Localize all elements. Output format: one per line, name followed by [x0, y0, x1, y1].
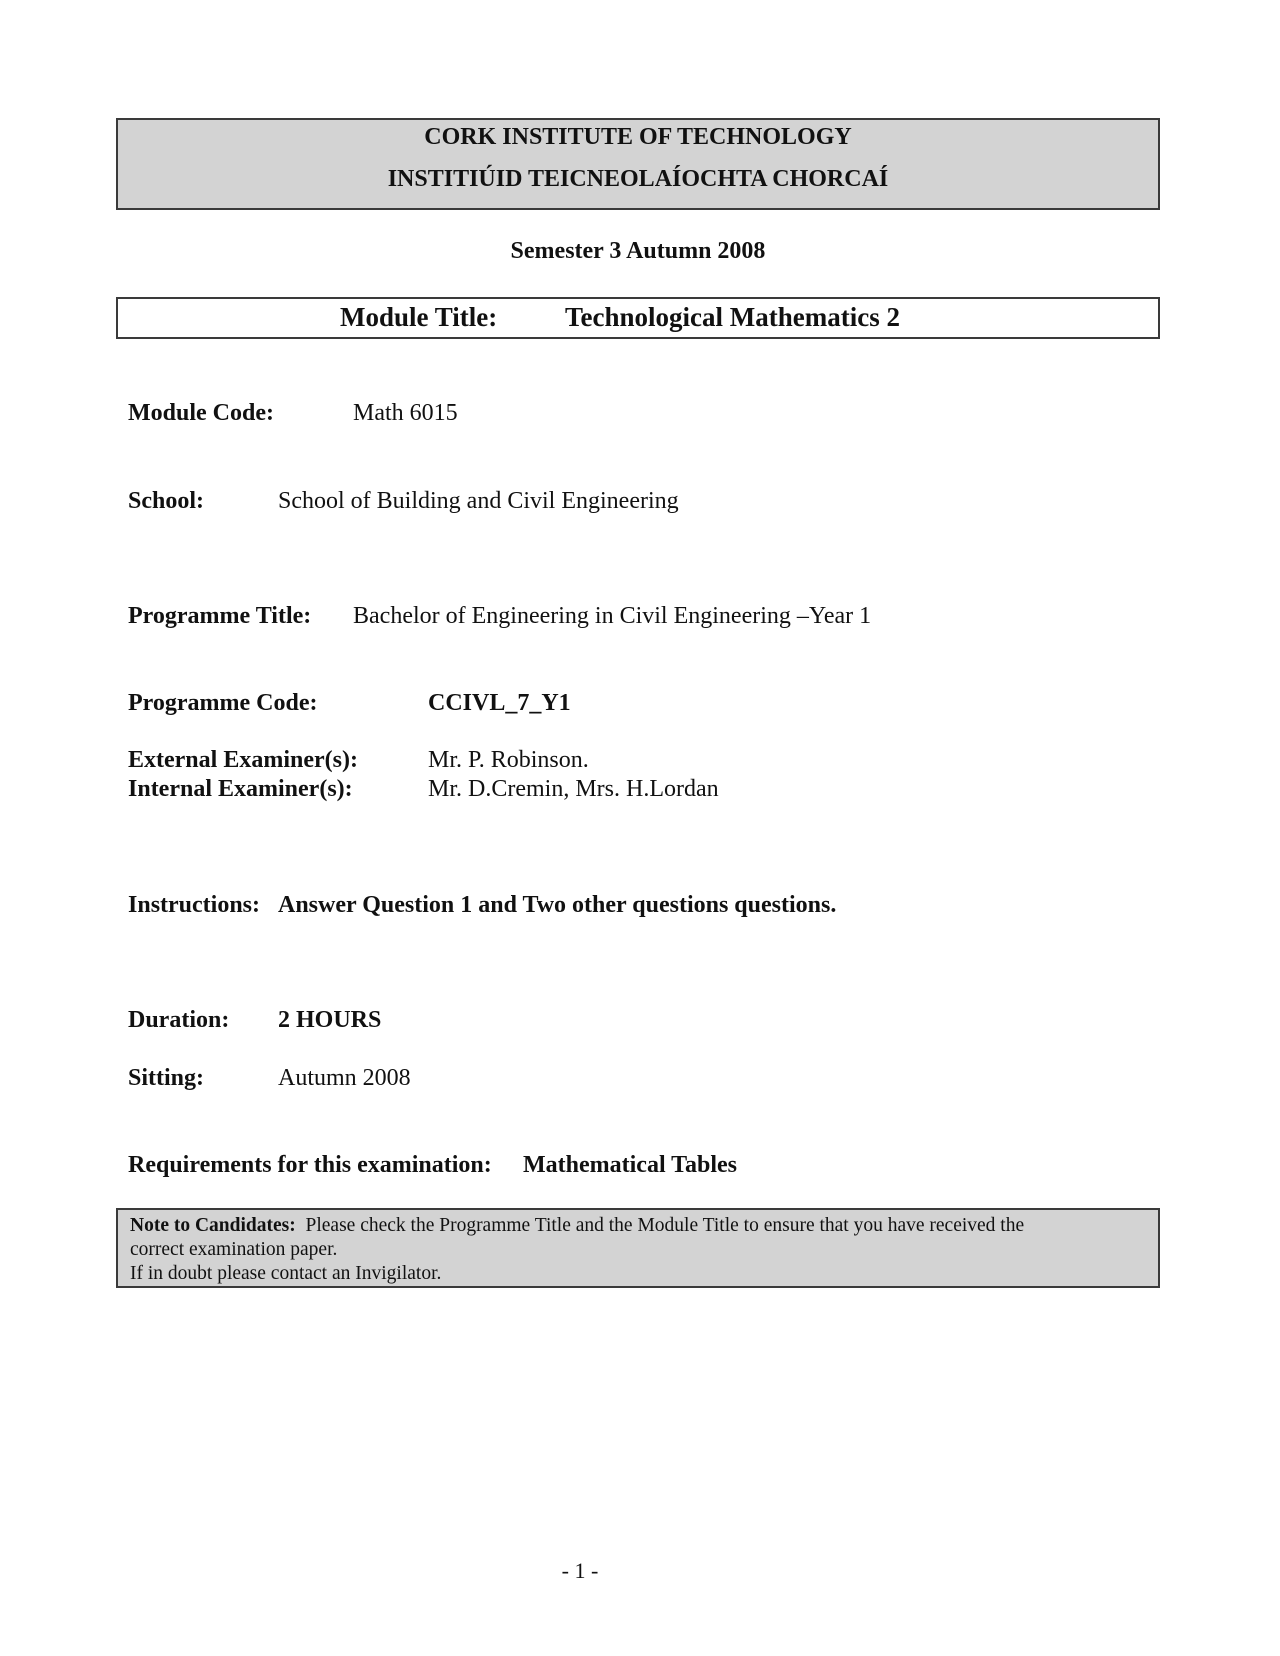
duration-label: Duration: — [128, 1007, 230, 1033]
sitting-value: Autumn 2008 — [278, 1065, 411, 1091]
module-title-box — [116, 297, 1160, 339]
module-code-value: Math 6015 — [353, 400, 458, 426]
school-label: School: — [128, 488, 205, 514]
institute-name-irish: INSTITIÚID TEICNEOLAÍOCHTA CHORCAÍ — [387, 166, 889, 192]
instructions-value: Answer Question 1 and Two other questions questions. — [278, 892, 837, 918]
note-text-2: correct examination paper. — [130, 1239, 338, 1260]
requirements-label: Requirements for this examination: — [128, 1152, 492, 1178]
school-value: School of Building and Civil Engineering — [278, 488, 679, 514]
programme-code-value: CCIVL_7_Y1 — [428, 690, 571, 716]
note-text-1: Please check the Programme Title and the Module Title to ensure that you have received the — [305, 1215, 1025, 1236]
module-title-label: Module Title: — [340, 302, 498, 332]
institute-name-english: CORK INSTITUTE OF TECHNOLOGY — [424, 124, 852, 150]
requirements-value: Mathematical Tables — [523, 1152, 737, 1178]
instructions-label: Instructions: — [128, 892, 261, 918]
internal-examiner-label: Internal Examiner(s): — [128, 776, 353, 802]
note-line-1 — [130, 1214, 1146, 1238]
programme-code-label: Programme Code: — [128, 690, 318, 716]
duration-value: 2 HOURS — [278, 1007, 382, 1033]
institute-header-box — [116, 118, 1160, 210]
programme-title-value: Bachelor of Engineering in Civil Engineering –Year 1 — [353, 603, 872, 629]
internal-examiner-value: Mr. D.Cremin, Mrs. H.Lordan — [428, 776, 719, 802]
note-to-candidates-box — [116, 1208, 1160, 1288]
note-label: Note to Candidates: — [130, 1215, 296, 1236]
note-text-3: If in doubt please contact an Invigilator. — [130, 1263, 442, 1284]
page-number: - 1 - — [561, 1558, 599, 1583]
semester-line: Semester 3 Autumn 2008 — [510, 238, 766, 264]
sitting-label: Sitting: — [128, 1065, 205, 1091]
module-title-value: Technological Mathematics 2 — [565, 302, 900, 332]
external-examiner-label: External Examiner(s): — [128, 747, 358, 773]
module-code-label: Module Code: — [128, 400, 274, 426]
external-examiner-value: Mr. P. Robinson. — [428, 747, 589, 773]
programme-title-label: Programme Title: — [128, 603, 312, 629]
